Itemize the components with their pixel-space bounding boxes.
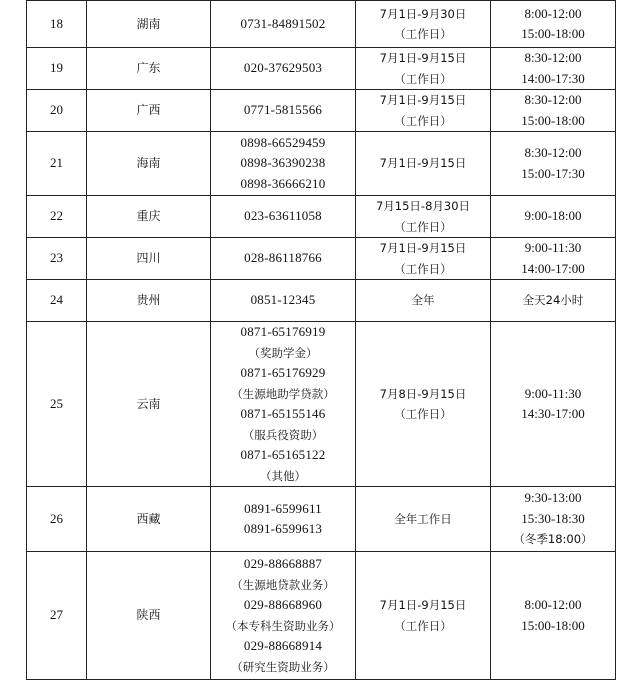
table-row [27, 196, 616, 238]
service-period-text: 全年 [411, 293, 435, 308]
service-hours-cell [491, 132, 616, 196]
service-period-text: 7月1日-9月15日 [379, 598, 467, 612]
phone-note: （生源地贷款业务） [231, 577, 335, 592]
service-period-text: （工作日） [394, 71, 452, 86]
phone-number: 0871-65155146 [240, 406, 326, 421]
province-name: 陕西 [87, 552, 211, 680]
row-number: 23 [27, 238, 87, 280]
service-period-text: （工作日） [394, 219, 452, 234]
service-period-text: 7月8日-9月15日 [379, 386, 467, 401]
service-hours-text: 15:00-18:00 [521, 26, 585, 41]
service-hours-text: 全天24小时 [522, 293, 584, 308]
phone-note: （生源地助学贷款） [231, 386, 335, 401]
service-hours-text: 15:00-18:00 [521, 112, 585, 128]
phone-number: 0871-65176929 [240, 365, 326, 380]
service-hours-cell [491, 552, 616, 680]
table-row [27, 132, 616, 196]
service-period-text: （工作日） [394, 27, 452, 41]
service-period-text: 7月15日-8月30日 [375, 199, 471, 213]
service-hours-text: （冬季18:00） [513, 532, 593, 547]
phone-note: （奖助学金） [248, 345, 318, 360]
table-row [27, 48, 616, 90]
service-period-text: （工作日） [394, 618, 452, 633]
phone-number: 0891-6599613 [243, 521, 323, 536]
phone-cell [211, 552, 356, 680]
row-number: 27 [27, 552, 87, 680]
province-name: 四川 [87, 238, 211, 280]
service-period-text: 全年工作日 [394, 511, 452, 526]
phone-number: 029-88668887 [243, 556, 323, 571]
table-row [27, 90, 616, 132]
service-period-text: 7月1日-9月15日 [379, 241, 467, 255]
phone-cell [211, 238, 356, 280]
phone-number: 028-86118766 [244, 250, 322, 266]
province-name: 云南 [87, 322, 211, 487]
row-number: 22 [27, 196, 87, 238]
phone-note: （其他） [260, 468, 306, 483]
service-hours-text: 8:00-12:00 [524, 5, 582, 21]
phone-cell [211, 196, 356, 238]
phone-note: （服兵役资助） [242, 427, 324, 442]
phone-number: 020-37629503 [243, 60, 323, 76]
service-hours-text: 15:00-17:30 [521, 165, 585, 181]
service-hours-cell [491, 238, 616, 280]
service-hours-text: 15:00-18:00 [521, 617, 585, 633]
service-hours-cell [491, 90, 616, 132]
service-hours-text: 9:00-11:30 [524, 385, 582, 401]
row-number: 25 [27, 322, 87, 487]
phone-number: 029-88668914 [243, 638, 323, 653]
province-name: 贵州 [87, 280, 211, 322]
phone-number: 0731-84891502 [240, 15, 326, 31]
phone-number: 0851-12345 [250, 292, 316, 308]
row-number: 24 [27, 280, 87, 322]
service-hours-text: 8:30-12:00 [524, 145, 582, 160]
phone-number: 0898-36666210 [240, 175, 326, 191]
service-hours-text: 8:30-12:00 [524, 50, 582, 65]
table-row [27, 552, 616, 680]
province-name: 西藏 [87, 487, 211, 552]
row-number: 20 [27, 90, 87, 132]
phone-cell [211, 487, 356, 552]
service-hours-text: 9:00-11:30 [524, 240, 582, 255]
service-hours-text: 14:30-17:00 [521, 406, 585, 421]
phone-number: 0871-65165122 [240, 447, 326, 462]
service-period-cell [356, 196, 491, 238]
row-number: 21 [27, 132, 87, 196]
phone-number: 0771-5815566 [243, 102, 323, 118]
phone-cell [211, 280, 356, 322]
service-period-text: （工作日） [394, 407, 452, 421]
phone-cell [211, 48, 356, 90]
province-name: 海南 [87, 132, 211, 196]
table-row [27, 322, 616, 487]
service-hours-text: 15:30-18:30 [521, 510, 585, 526]
service-hours-cell [491, 280, 616, 322]
service-period-cell [356, 1, 491, 48]
service-period-cell [356, 322, 491, 487]
service-hours-text: 14:00-17:30 [521, 70, 585, 86]
service-period-cell [356, 48, 491, 90]
service-hours-text: 8:30-12:00 [524, 92, 582, 107]
service-period-cell [356, 552, 491, 680]
phone-number: 0898-36390238 [240, 155, 326, 171]
service-period-text: 7月1日-9月15日 [379, 156, 467, 171]
province-name: 广西 [87, 90, 211, 132]
service-hours-cell [491, 48, 616, 90]
table-row [27, 280, 616, 322]
row-number: 19 [27, 48, 87, 90]
table-row [27, 1, 616, 48]
phone-number: 0871-65176919 [240, 324, 326, 339]
province-name: 湖南 [87, 1, 211, 48]
service-period-text: 7月1日-9月30日 [379, 6, 467, 21]
service-period-text: （工作日） [394, 113, 452, 128]
phone-number: 0898-66529459 [240, 134, 326, 150]
phone-cell [211, 132, 356, 196]
row-number: 18 [27, 1, 87, 48]
province-name: 重庆 [87, 196, 211, 238]
service-hours-text: 8:00-12:00 [524, 597, 582, 612]
service-hours-cell [491, 196, 616, 238]
service-period-cell [356, 280, 491, 322]
table-row [27, 487, 616, 552]
service-period-cell [356, 90, 491, 132]
service-period-cell [356, 487, 491, 552]
service-period-text: （工作日） [394, 261, 452, 276]
service-period-cell [356, 132, 491, 196]
hotline-table [26, 0, 616, 680]
table-row [27, 238, 616, 280]
phone-note: （研究生资助业务） [231, 659, 335, 674]
table-body [27, 1, 616, 680]
province-name: 广东 [87, 48, 211, 90]
phone-note: （本专科生资助业务） [225, 618, 341, 633]
phone-number: 023-63611058 [244, 208, 322, 224]
row-number: 26 [27, 487, 87, 552]
phone-cell [211, 90, 356, 132]
phone-number: 029-88668960 [243, 597, 323, 612]
service-period-cell [356, 238, 491, 280]
service-hours-cell [491, 487, 616, 552]
service-period-text: 7月1日-9月15日 [379, 93, 467, 107]
service-hours-cell [491, 322, 616, 487]
service-period-text: 7月1日-9月15日 [379, 51, 467, 65]
phone-cell [211, 1, 356, 48]
phone-number: 0891-6599611 [244, 500, 322, 516]
phone-cell [211, 322, 356, 487]
service-hours-text: 14:00-17:00 [521, 260, 585, 276]
service-hours-cell [491, 1, 616, 48]
service-hours-text: 9:00-18:00 [524, 208, 582, 224]
service-hours-text: 9:30-13:00 [524, 490, 582, 506]
